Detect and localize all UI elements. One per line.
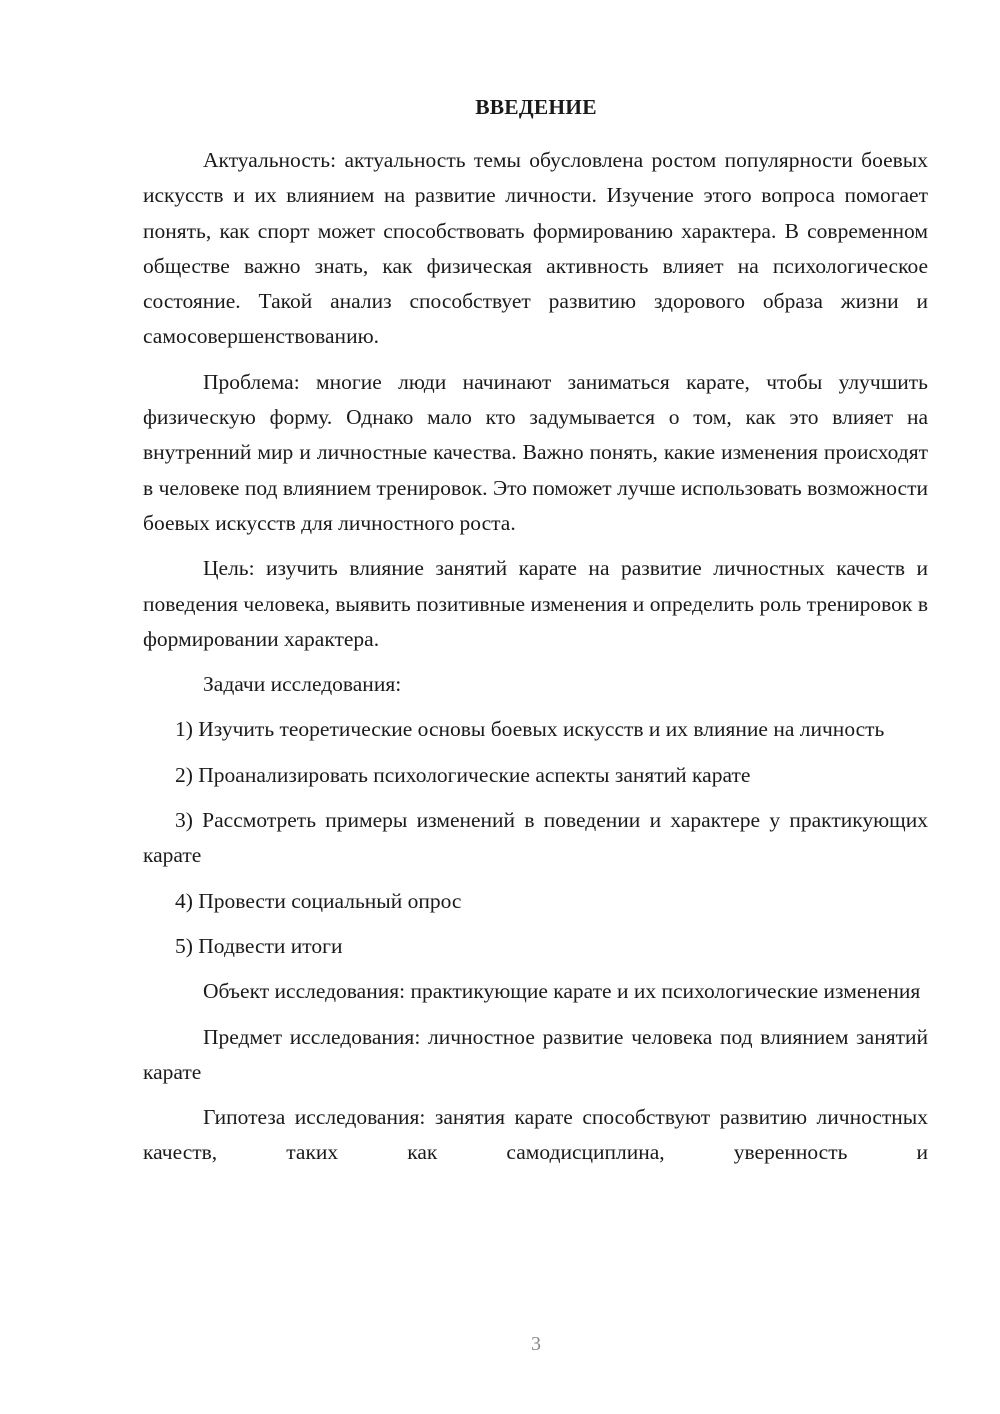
paragraph-hypothesis: Гипотеза исследования: занятия карате способствуют развитию личностных качеств, таких как самодисциплина, уверенность и	[143, 1105, 928, 1165]
document-body	[143, 143, 928, 1181]
paragraph-goal: Цель: изучить влияние занятий карате на развитие личностных качеств и поведения человека, выявить позитивные изменения и определить роль тренировок в формировании характера.	[143, 556, 928, 651]
page-title: ВВЕДЕНИЕ	[475, 95, 597, 119]
tasks-list	[143, 712, 928, 964]
paragraph-relevance: Актуальность: актуальность темы обусловлена ростом популярности боевых искусств и их влиянием на развитие личности. Изучение этого вопроса помогает понять, как спорт может способствовать формированию характера. В современном обществе важно знать, как физическая активность влияет на психологическое состояние. Такой анализ способствует развитию здорового образа жизни и самосовершенствованию.	[143, 148, 928, 349]
page-number: 3	[531, 1333, 541, 1355]
paragraph-problem: Проблема: многие люди начинают заниматься карате, чтобы улучшить физическую форму. Однако мало кто задумывается о том, как это влияет на внутренний мир и личностные качества. Важно понять, какие изменения происходят в человеке под влиянием тренировок. Это поможет лучше использовать возможности боевых искусств для личностного роста.	[143, 369, 928, 535]
list-item: 3) Рассмотреть примеры изменений в поведении и характере у практикующих карате	[143, 808, 928, 868]
list-item: 5) Подвести итоги	[175, 933, 343, 958]
paragraph-object: Объект исследования: практикующие карате и их психологические изменения	[203, 979, 921, 1004]
list-item: 1) Изучить теоретические основы боевых искусств и их влияние на личность	[175, 717, 885, 742]
list-item: 4) Провести социальный опрос	[175, 888, 462, 913]
list-item: 2) Проанализировать психологические аспекты занятий карате	[175, 762, 751, 787]
paragraph-subject: Предмет исследования: личностное развитие человека под влиянием занятий карате	[143, 1024, 928, 1084]
tasks-heading: Задачи исследования:	[203, 672, 402, 697]
